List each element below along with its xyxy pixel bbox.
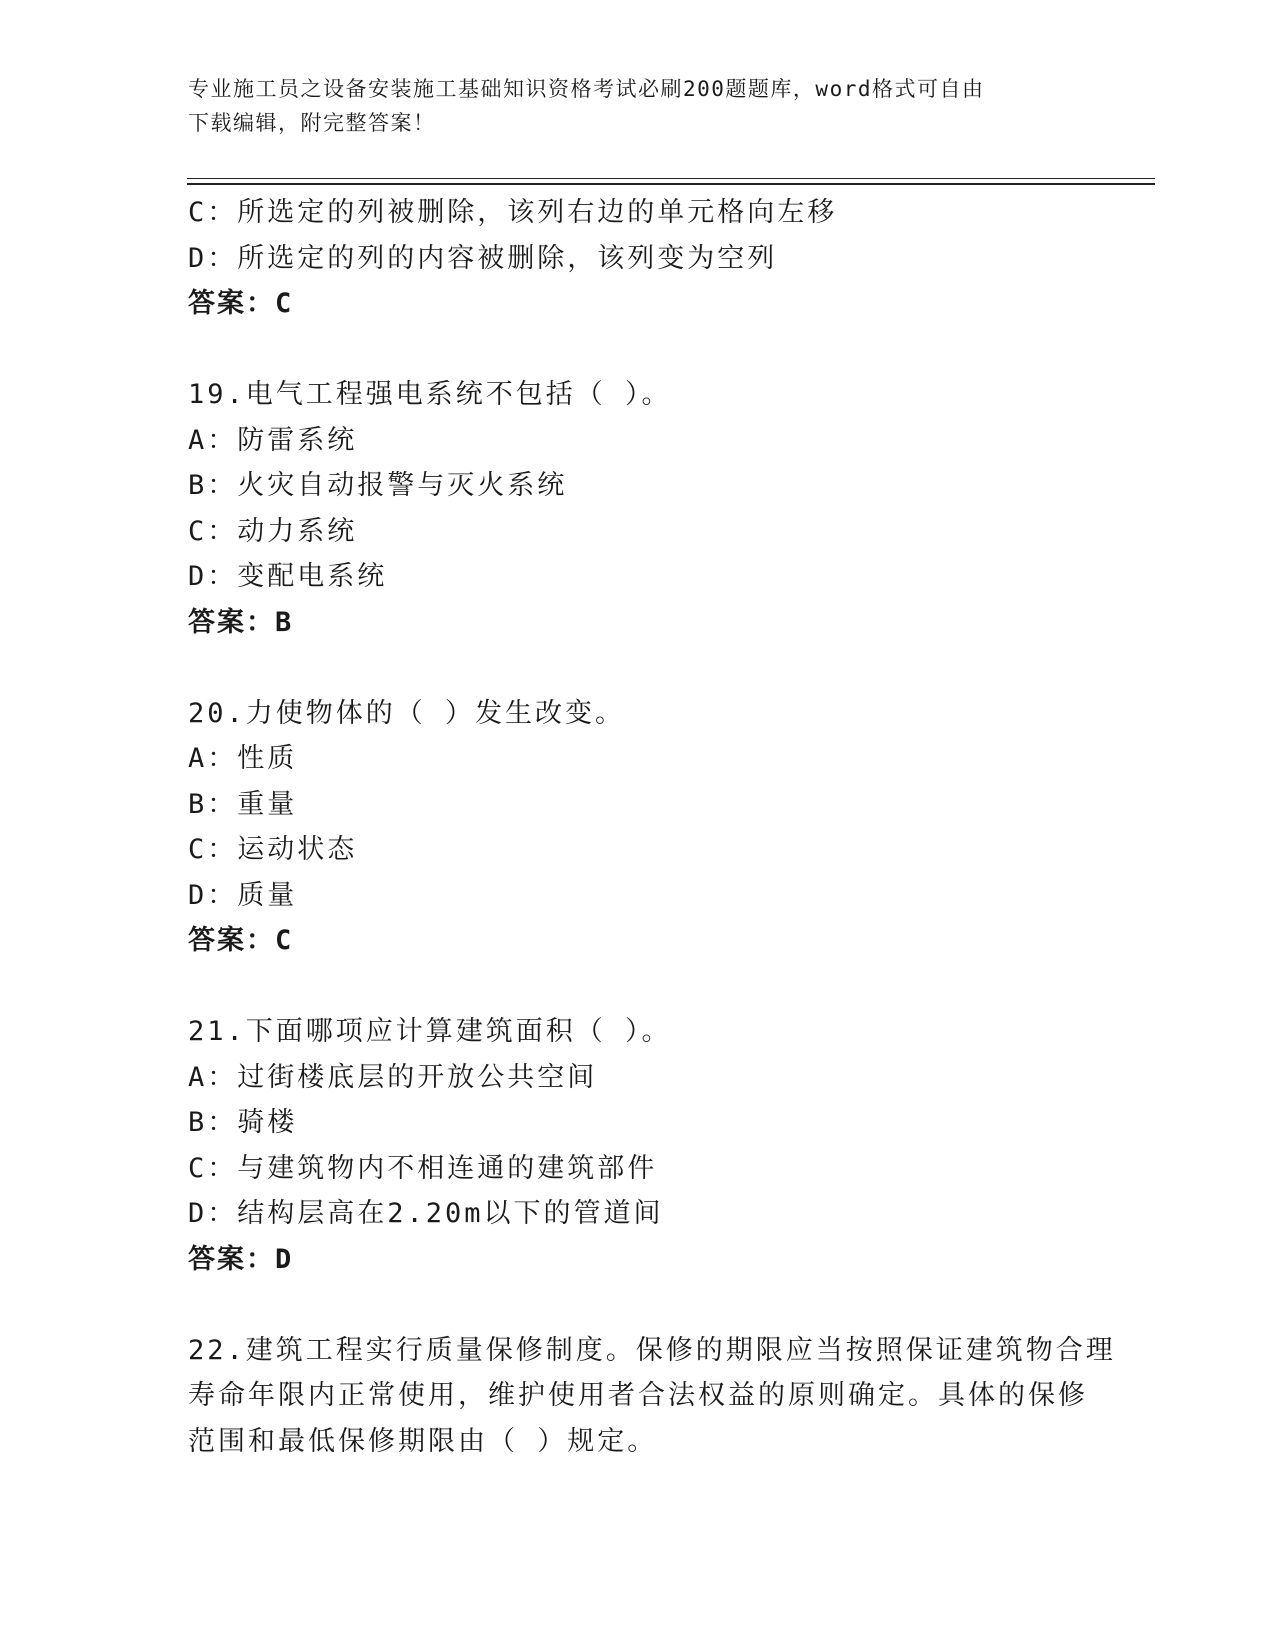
option-b: B：火灾自动报警与灭火系统 [188, 470, 568, 501]
option-b: B：重量 [188, 788, 298, 820]
question-stem: 21.下面哪项应计算建筑面积（ ）。 [188, 1016, 672, 1047]
option-a: A：性质 [188, 743, 298, 774]
option-c: C：与建筑物内不相连通的建筑部件 [188, 1152, 658, 1184]
option-a: A：防雷系统 [188, 424, 358, 456]
header-divider-thin [187, 178, 1155, 179]
option-d: D：质量 [188, 879, 298, 911]
document-header [188, 72, 1088, 140]
question-stem: 20.力使物体的（ ）发生改变。 [188, 697, 626, 729]
header-title-line-2: 下载编辑，附完整答案！ [188, 111, 436, 135]
question-stem: 19.电气工程强电系统不包括（ ）。 [188, 379, 672, 410]
option-d: D：结构层高在2.20m以下的管道间 [188, 1198, 664, 1229]
answer: 答案：C [188, 925, 294, 956]
question-list [188, 190, 1116, 1464]
header-title-line-1: 专业施工员之设备安装施工基础知识资格考试必刷200题题库，word格式可自由 [188, 77, 985, 101]
answer: 答案：C [188, 288, 294, 319]
option-b: B：骑楼 [188, 1107, 298, 1138]
question-stem-line-2: 寿命年限内正常使用，维护使用者合法权益的原则确定。具体的保修 [188, 1380, 1088, 1411]
question-stem-line-1: 22.建筑工程实行质量保修制度。保修的期限应当按照保证建筑物合理 [188, 1334, 1116, 1366]
header-divider-thick [187, 183, 1155, 185]
question-stem-line-3: 范围和最低保修期限由（ ）规定。 [188, 1425, 658, 1457]
option-d: D：变配电系统 [188, 561, 388, 592]
answer: 答案：D [188, 1243, 294, 1275]
answer: 答案：B [188, 606, 294, 638]
option-c: C：动力系统 [188, 515, 358, 547]
option-c: C：所选定的列被删除，该列右边的单元格向左移 [188, 197, 838, 228]
option-d: D：所选定的列的内容被删除，该列变为空列 [188, 242, 778, 274]
option-c: C：运动状态 [188, 834, 358, 865]
option-a: A：过街楼底层的开放公共空间 [188, 1061, 598, 1093]
